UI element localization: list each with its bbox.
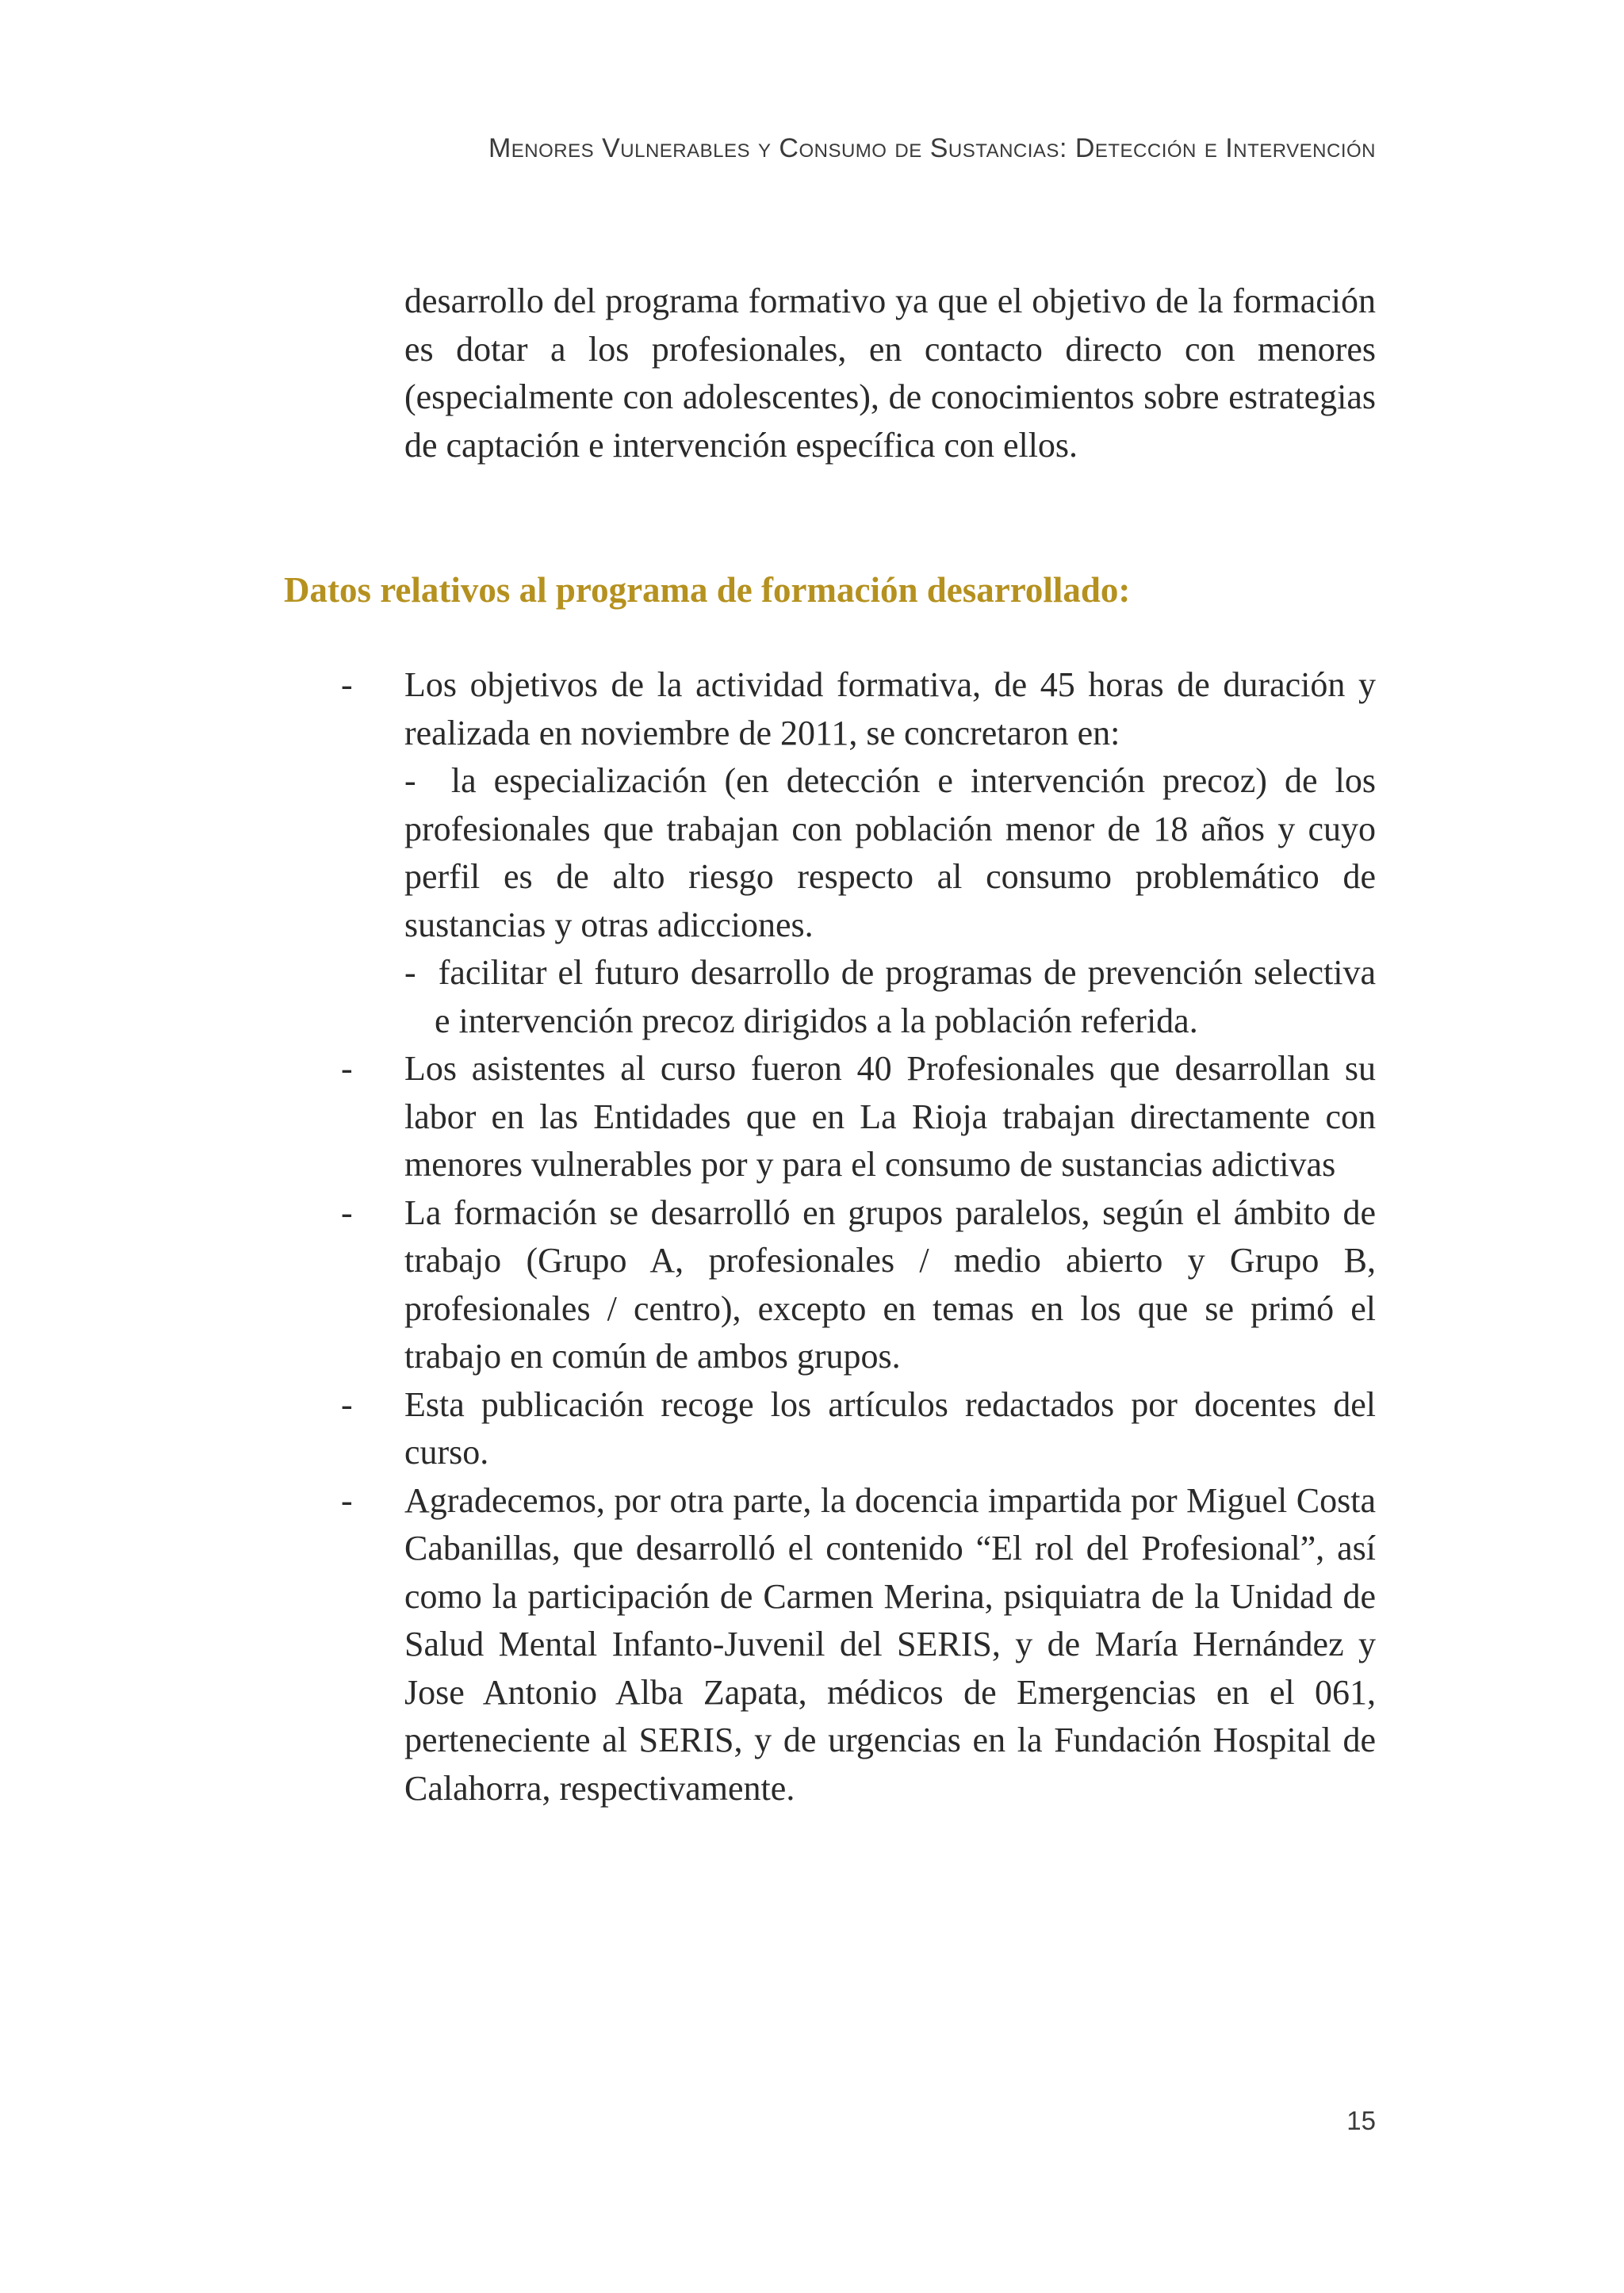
page-number: 15 xyxy=(1346,2106,1376,2135)
bullet-dash: - xyxy=(341,1049,353,1088)
bullet-list xyxy=(341,661,1376,1813)
sub-bullet-dash: - xyxy=(404,761,416,800)
bullet-dash: - xyxy=(341,1384,353,1424)
list-item-text: Los objetivos de la actividad formativa, de 45 horas de duración y realizada en noviembre de 2011, se concretaron en: xyxy=(404,665,1376,752)
list-item-text: Agradecemos, por otra parte, la docencia impartida por Miguel Costa Cabanillas, que desarrolló el contenido “El rol del Profesional”, así como la participación de Carmen Merina, psiquiatra de la Unidad de Salud Mental Infanto-Juvenil del SERIS, y de María Hernández y Jose Antonio Alba Zapata, médicos de Emergencias en el 061, perteneciente al SERIS, y de urgencias en la Fundación Hospital de Calahorra, respectivamente. xyxy=(404,1480,1376,1808)
sub-list-item xyxy=(404,757,1376,949)
list-item-text: Esta publicación recoge los artículos redactados por docentes del curso. xyxy=(404,1384,1376,1472)
list-item-text: Los asistentes al curso fueron 40 Profesionales que desarrollan su labor en las Entidades que en La Rioja trabajan directamente con menores vulnerables por y para el consumo de sustancias adictivas xyxy=(404,1049,1376,1184)
list-item xyxy=(341,1477,1376,1813)
sub-list-item-text: facilitar el futuro desarrollo de programas de prevención selectiva e intervención precoz dirigidos a la población referida. xyxy=(435,953,1376,1040)
sub-bullet-dash: - xyxy=(404,953,416,992)
intro-paragraph: desarrollo del programa formativo ya que el objetivo de la formación es dotar a los profesionales, en contacto directo con menores (especialmente con adolescentes), de conocimientos sobre estrategias de captación e intervención específica con ellos. xyxy=(404,281,1376,465)
list-item xyxy=(341,1045,1376,1189)
bullet-dash: - xyxy=(341,1480,353,1520)
sub-list-item-text: la especialización (en detección e intervención precoz) de los profesionales que trabajan con población menor de 18 años y cuyo perfil es de alto riesgo respecto al consumo problemático de sustancias y otras adicciones. xyxy=(404,761,1376,944)
list-item xyxy=(341,1381,1376,1477)
bullet-dash: - xyxy=(341,665,353,704)
list-item-text: La formación se desarrolló en grupos paralelos, según el ámbito de trabajo (Grupo A, profesionales / medio abierto y Grupo B, profesionales / centro), excepto en temas en los que se primó el trabajo en común de ambos grupos. xyxy=(404,1192,1376,1376)
list-item xyxy=(341,661,1376,1045)
list-item xyxy=(341,1189,1376,1381)
bullet-dash: - xyxy=(341,1192,353,1232)
running-header: Menores Vulnerables y Consumo de Sustancias: Detección e Intervención xyxy=(488,133,1376,163)
sub-list-item xyxy=(404,949,1376,1045)
section-heading: Datos relativos al programa de formación desarrollado: xyxy=(284,570,1131,610)
